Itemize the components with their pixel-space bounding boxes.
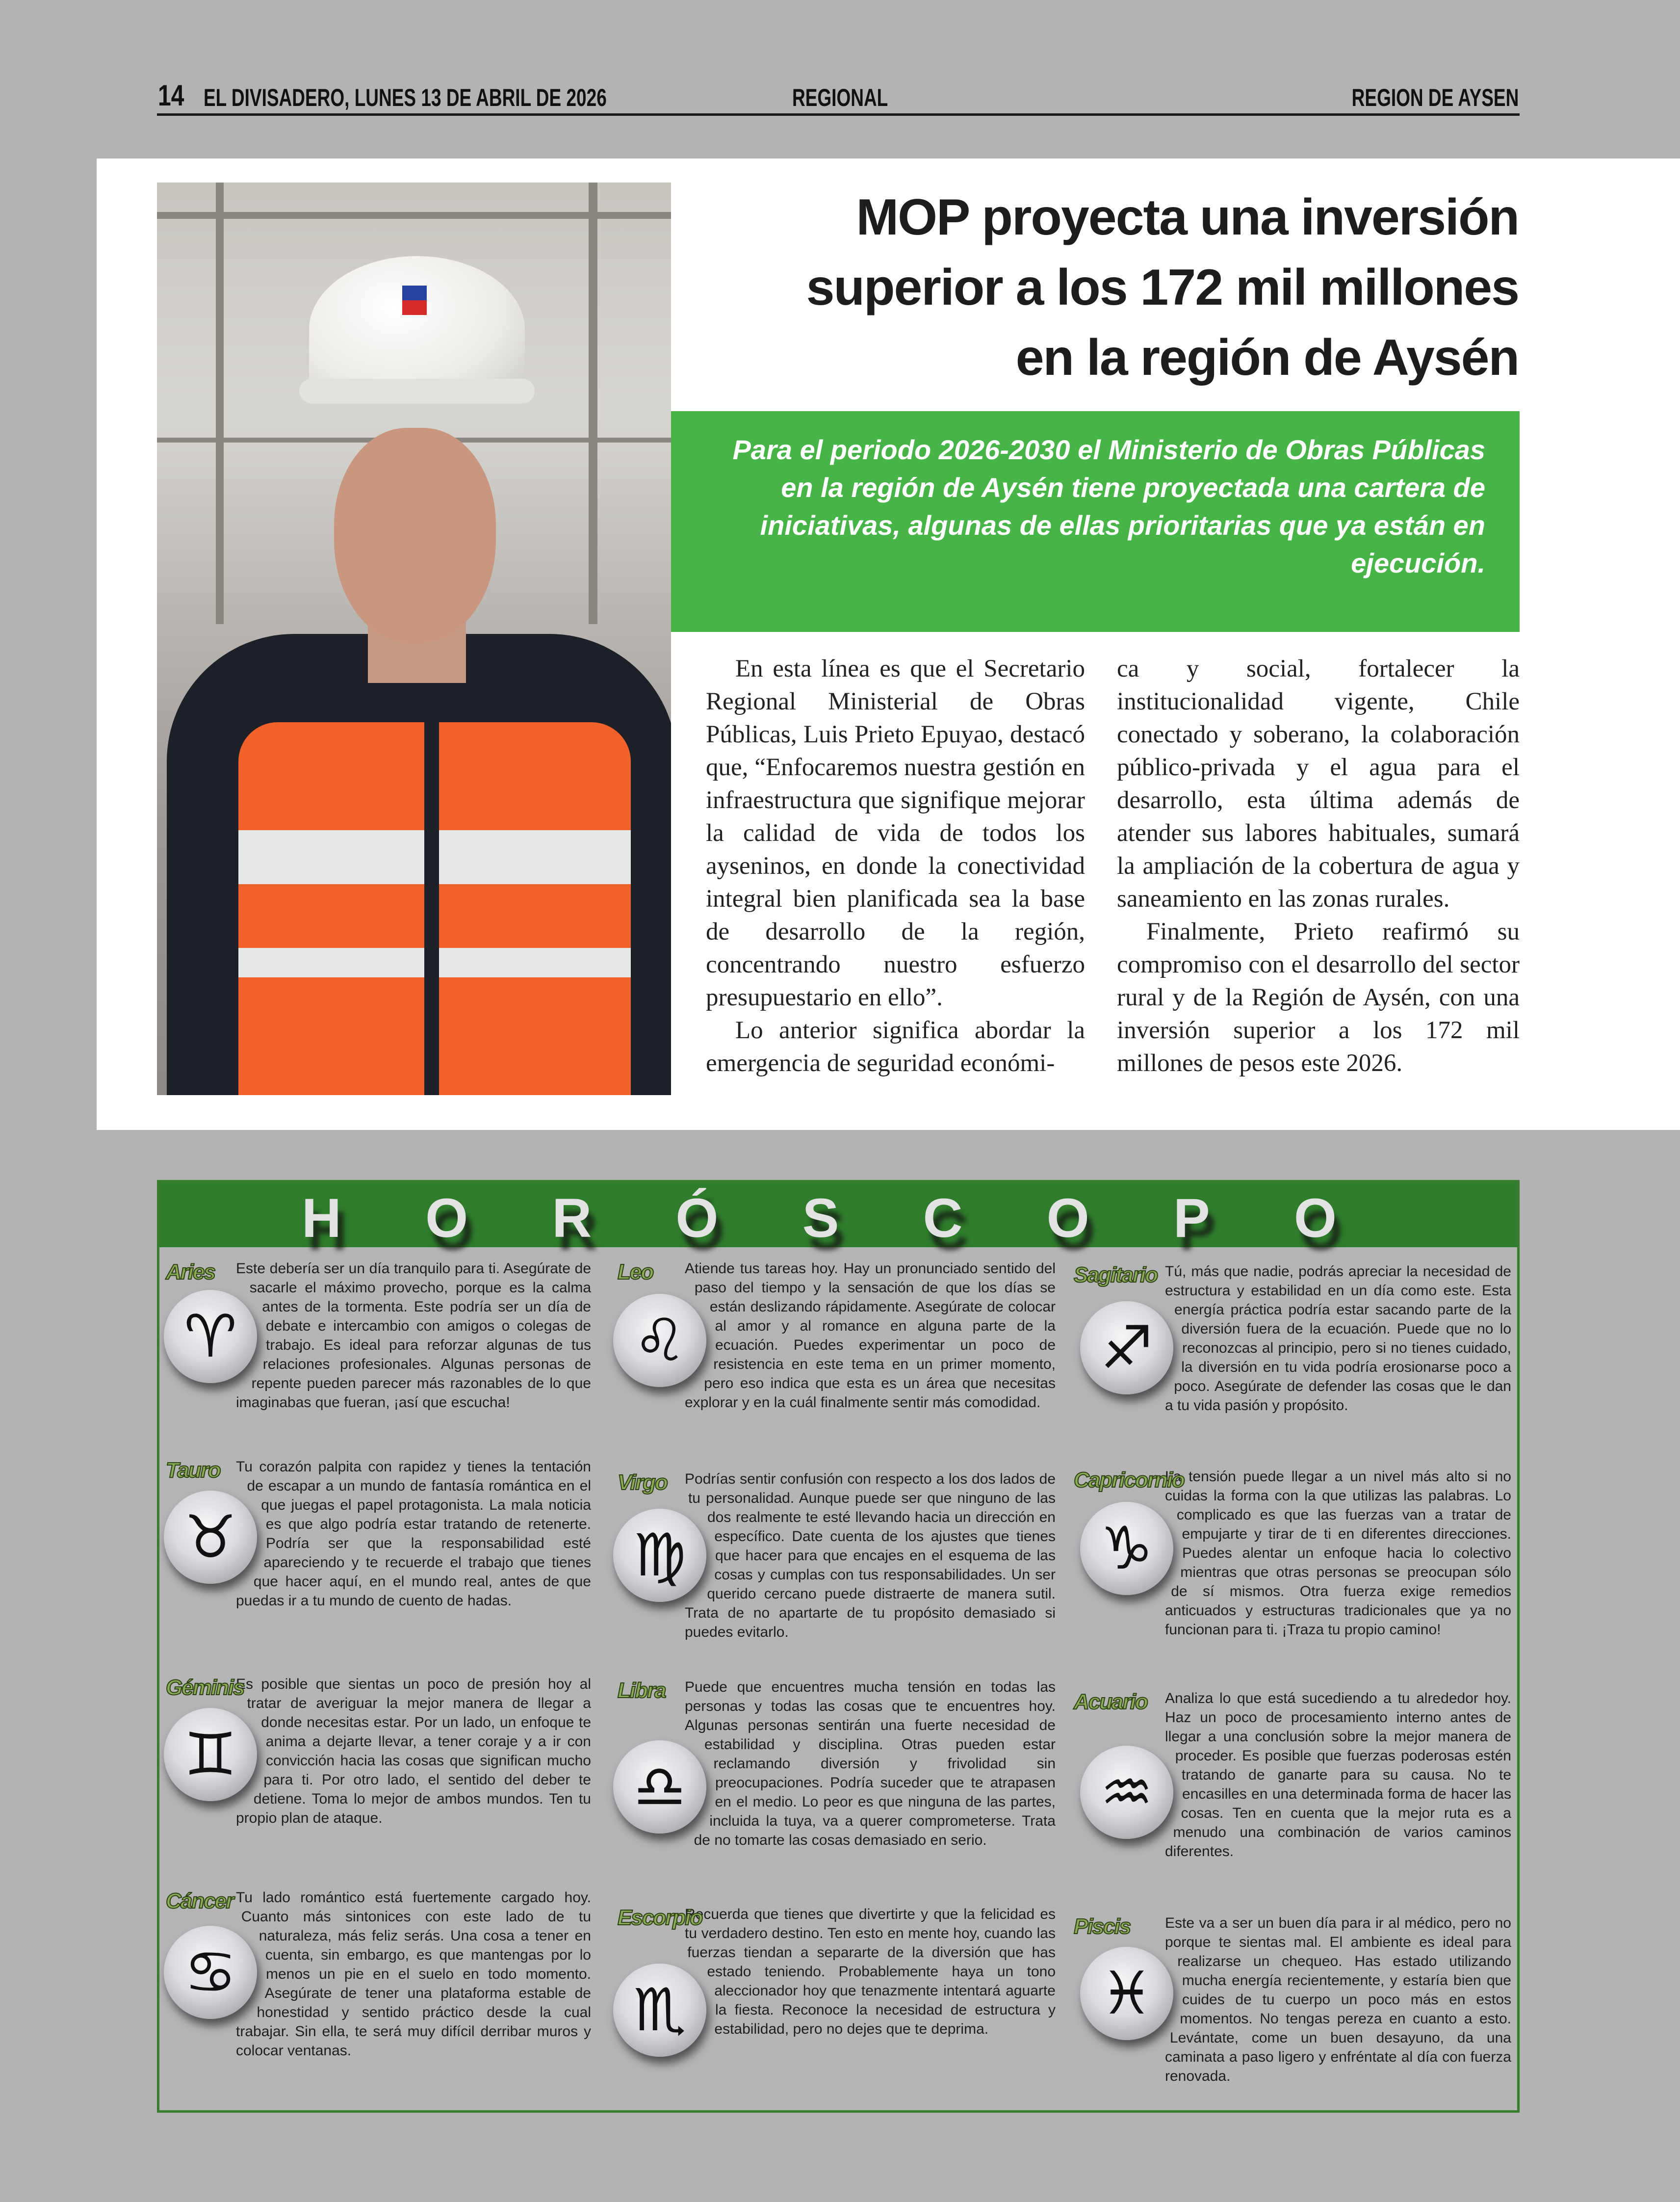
sign-name: Aries: [166, 1260, 215, 1284]
sign-text-content: Este va a ser un buen día para ir al médico, pero no porque te sientas mal. El ambiente es ideal para realizarse un chequeo. Has estado utilizando mucha energía recientemente, y estaría bien que cuides de tu cuerpo un poco más en estos momentos. No tengas pereza en cuanto a esto. Levántate, come un buen desayuno, da una caminata a paso ligero y enfréntate al día con fuerza renovada.: [1165, 1915, 1511, 2084]
sign-text: [685, 1259, 1056, 1412]
horoscope-title-letter: O: [1046, 1187, 1089, 1249]
sign-name: Cáncer: [166, 1889, 233, 1913]
libra-icon: ♎︎: [613, 1740, 706, 1834]
virgo-icon: ♍︎: [613, 1509, 706, 1602]
paragraph: Lo anterior significa abordar la emergencia de seguridad económi-: [706, 1017, 1085, 1077]
sign-text-content: Puede que encuentres mucha tensión en todas las personas y todas las cosas que te encuentres hoy. Algunas personas sentirán una fuerte necesidad de estabilidad y disciplina. Otras pueden estar reclamando diversión y frivolidad sin preocupaciones. Podría suceder que te atrapasen en el medio. Lo peor es que ninguna de las partes, incluida la tuya, va a querer comprometerse. Trata de no tomarte las cosas demasiado en serio.: [685, 1679, 1056, 1848]
title-line: superior a los 172 mil millones: [806, 259, 1519, 316]
sign-text: [685, 1678, 1056, 1850]
sign-text-content: Este debería ser un día tranquilo para ti. Asegúrate de sacarle el máximo provecho, porque es la calma antes de la tormenta. Este podría ser un día de debate e intercambio con amigos o colegas de trabajo. Es ideal para reforzar algunas de tus relaciones profesionales. Algunas personas de repente pueden parecer más razonables de lo que imaginabas que fueran, ¡así que escucha!: [236, 1260, 591, 1411]
horoscope-section: [157, 1180, 1520, 2113]
icon-wrap-spacer: [1165, 1262, 1182, 1394]
sign-name: Sagitario: [1074, 1263, 1158, 1287]
scorpio-icon: ♏︎: [613, 1964, 706, 2057]
horoscope-title: [302, 1186, 1337, 1250]
photo-helmet-brim: [299, 379, 535, 403]
sign-text-content: Recuerda que tienes que divertirte y que la felicidad es tu verdadero destino. Ten esto en mente hoy, cuando las fuerzas tiendan a separarte de la diversión que has estado teniendo. Probablemente haya un tono aleccionador hoy que tenazmente intentará aguarte la fiesta. Reconoce la necesidad de estructura y estabilidad, pero no dejes que te deprima.: [685, 1906, 1056, 2037]
sign-text-content: Tu corazón palpita con rapidez y tienes la tentación de escapar a un mundo de fantasía romántica en el que juegas el papel protagonista. La mala noticia es que algo podría estar tratando de retenerte. Podría ser que la responsabilidad esté apareciendo y te recuerde el trabajo que tienes que hacer aquí, en el mundo real, antes de que puedas ir a tu mundo de cuento de hadas.: [236, 1459, 591, 1609]
sign-text-content: Tú, más que nadie, podrás apreciar la necesidad de estructura y estabilidad en un día como este. Esta energía práctica podría estar sacando parte de la diversión fuera de la ecuación. Puede que no lo reconozcas al principio, pero si no tienes cuidado, la diversión en tu vida podría erosionarse poco a poco. Asegúrate de defender las cosas que le dan a tu vida pasión y propósito.: [1165, 1263, 1511, 1414]
sign-name: Virgo: [618, 1470, 667, 1494]
icon-wrap-spacer: [236, 1888, 266, 2019]
article-column-2: [1117, 653, 1520, 1080]
cancer-icon: ♋︎: [164, 1926, 257, 2019]
section-name: REGIONAL: [792, 84, 888, 111]
horoscope-title-letter: O: [425, 1187, 468, 1249]
sign-text-content: Analiza lo que está sucediendo a tu alrededor hoy. Haz un poco de procesamiento interno antes de llegar a una conclusión sobre la mejor manera de proceder. Es posible que fuerzas poderosas estén tratando de ganarte para su causa. No te encasilles en una determinada forma de hacer las cosas. Ten en cuenta que la mejor ruta es a menudo una combinación de varios caminos diferentes.: [1165, 1690, 1511, 1860]
paragraph: En esta línea es que el Secretario Regional Ministerial de Obras Públicas, Luis Prieto Epuyao, destacó que, “Enfocaremos nuestra gestión en infraestructura que signifique mejorar la calidad de vida de todos los ayseninos, en donde la conectividad integral bien planificada sea la base de desarrollo de la región, concentrando nuestro esfuerzo presupuestario en ello”.: [706, 655, 1085, 1011]
region-name: REGION DE AYSEN: [1351, 84, 1519, 111]
icon-wrap-spacer: [236, 1259, 266, 1383]
horoscope-title-letter: P: [1173, 1187, 1210, 1249]
article-lead: Para el periodo 2026-2030 el Ministerio de Obras Públicas en la región de Aysén tiene proyectada una cartera de iniciativas, algunas de ellas prioritarias que ya están en ejecución.: [732, 434, 1485, 578]
sign-text: [685, 1469, 1056, 1642]
icon-wrap-spacer: [685, 1469, 715, 1602]
sign-text-content: Atiende tus tareas hoy. Hay un pronunciado sentido del paso del tiempo y la sensación de que los días se están deslizando rápidamente. Asegúrate de colocar al amor y al romance en alguna parte de la ecuación. Puedes experimentar un poco de resistencia en este tema en un primer momento, pero eso indica que esta es un área que necesitas explorar y en la cuál finalmente sentir más comodidad.: [685, 1260, 1056, 1411]
icon-wrap-spacer: [685, 1259, 715, 1387]
sign-name: Escorpio: [618, 1906, 702, 1930]
sign-text: [236, 1888, 591, 2060]
leo-icon: ♌︎: [613, 1294, 706, 1387]
page-number: 14: [158, 79, 184, 112]
sign-name: Capricornio: [1074, 1468, 1184, 1492]
publication-date: EL DIVISADERO, LUNES 13 DE ABRIL DE 2026: [204, 84, 607, 111]
photo-beam: [589, 183, 597, 624]
sign-name: Piscis: [1074, 1914, 1131, 1939]
pisces-icon: ♓︎: [1080, 1947, 1173, 2040]
sign-text: [236, 1675, 591, 1828]
sign-name: Géminis: [166, 1676, 244, 1700]
sign-text-content: Podrías sentir confusión con respecto a los dos lados de tu personalidad. Aunque puede ser que ninguno de las dos realmente te esté llevando hacia un dirección en específico. Date cuenta de los ajustes que tienes que hacer para que encajes en el esquema de las cosas y cumplas con tus responsabilidades. Un ser querido cercano puede distraerte de manera sutil. Trata de no apartarte de tu propósito demasiado si puedes evitarlo.: [685, 1471, 1056, 1640]
photo-vest-zip: [424, 722, 439, 1095]
sign-text-content: Tu lado romántico está fuertemente cargado hoy. Cuanto más sintonices con este lado de tu naturaleza, más feliz serás. Una cosa a tener en cuenta, sin embargo, es que mantengas por lo menos un pie en el suelo en todo momento. Asegúrate de tener una plataforma estable de honestidad y sentido práctico desde la cual trabajar. Sin ella, te será muy difícil derribar muros y colocar ventanas.: [236, 1889, 591, 2059]
sign-text: [1165, 1689, 1511, 1861]
horoscope-title-letter: C: [923, 1187, 963, 1249]
sign-text-content: La tensión puede llegar a un nivel más alto si no cuidas la forma con la que utilizas las palabras. Lo complicado es que las fuerzas van a tratar de empujarte y tirar de ti en diferentes direcciones. Puedes alentar un enfoque hacia lo colectivo mientras que otras personas se preocupan sólo de sí mismos. Otra fuerza exige remedios anticuados y estructuras tradicionales que ya no funcionan para ti. ¡Traza tu propio camino!: [1165, 1468, 1511, 1638]
gemini-icon: ♊︎: [164, 1708, 257, 1801]
sign-text: [236, 1259, 591, 1412]
horoscope-header-bar: [159, 1182, 1517, 1247]
horoscope-title-letter: S: [802, 1187, 839, 1249]
sagittarius-icon: ♐︎: [1080, 1301, 1173, 1394]
paragraph: Finalmente, Prieto reafirmó su compromiso con el desarrollo del sector rural y de la Región de Aysén, con una inversión superior a los 172 mil millones de pesos este 2026.: [1117, 918, 1520, 1077]
sign-name: Libra: [618, 1678, 666, 1703]
capricorn-icon: ♑︎: [1080, 1502, 1173, 1595]
sign-text: [1165, 1467, 1511, 1639]
sign-text: [685, 1905, 1056, 2057]
icon-wrap-spacer: [236, 1457, 266, 1584]
horoscope-title-letter: O: [1293, 1187, 1337, 1249]
photo-helmet-flag: [402, 286, 427, 315]
article-photo: [157, 183, 671, 1095]
sign-text: [236, 1457, 591, 1610]
photo-beam: [216, 183, 224, 624]
horoscope-title-letter: Ó: [675, 1187, 719, 1249]
lead-box: [671, 411, 1520, 632]
title-line: en la región de Aysén: [1015, 329, 1519, 386]
sign-text-content: Es posible que sientas un poco de presión hoy al tratar de averiguar la mejor manera de llegar a donde necesitas estar. Por un lado, un enfoque te anima a dejarte llevar, a tener coraje y a ir con convicción hacia las cosas que significan mucho para ti. Por otro lado, el sentido del deber te detiene. Toma lo mejor de ambos mundos. Ten tu propio plan de ataque.: [236, 1676, 591, 1826]
paragraph: ca y social, fortalecer la institucionalidad vigente, Chile conectado y soberano, la colaboración público-privada y el agua para el desarrollo, esta última además de atender sus labores habituales, sumará la ampliación de la cobertura de agua y saneamiento en las zonas rurales.: [1117, 655, 1520, 913]
horoscope-title-letter: H: [302, 1187, 341, 1249]
sign-text: [1165, 1262, 1511, 1415]
title-line: MOP proyecta una inversión: [856, 189, 1519, 246]
sign-text: [1165, 1914, 1511, 2086]
taurus-icon: ♉︎: [164, 1491, 257, 1584]
aquarius-icon: ♒︎: [1080, 1746, 1173, 1839]
sign-name: Tauro: [166, 1458, 220, 1482]
article-title: [806, 183, 1519, 393]
horoscope-title-letter: R: [552, 1187, 592, 1249]
photo-face: [334, 428, 496, 644]
aries-icon: ♈︎: [164, 1290, 257, 1383]
article-column-1: [706, 653, 1085, 1080]
sign-name: Acuario: [1074, 1690, 1147, 1714]
sign-name: Leo: [618, 1260, 653, 1284]
header-rule: [157, 113, 1520, 116]
